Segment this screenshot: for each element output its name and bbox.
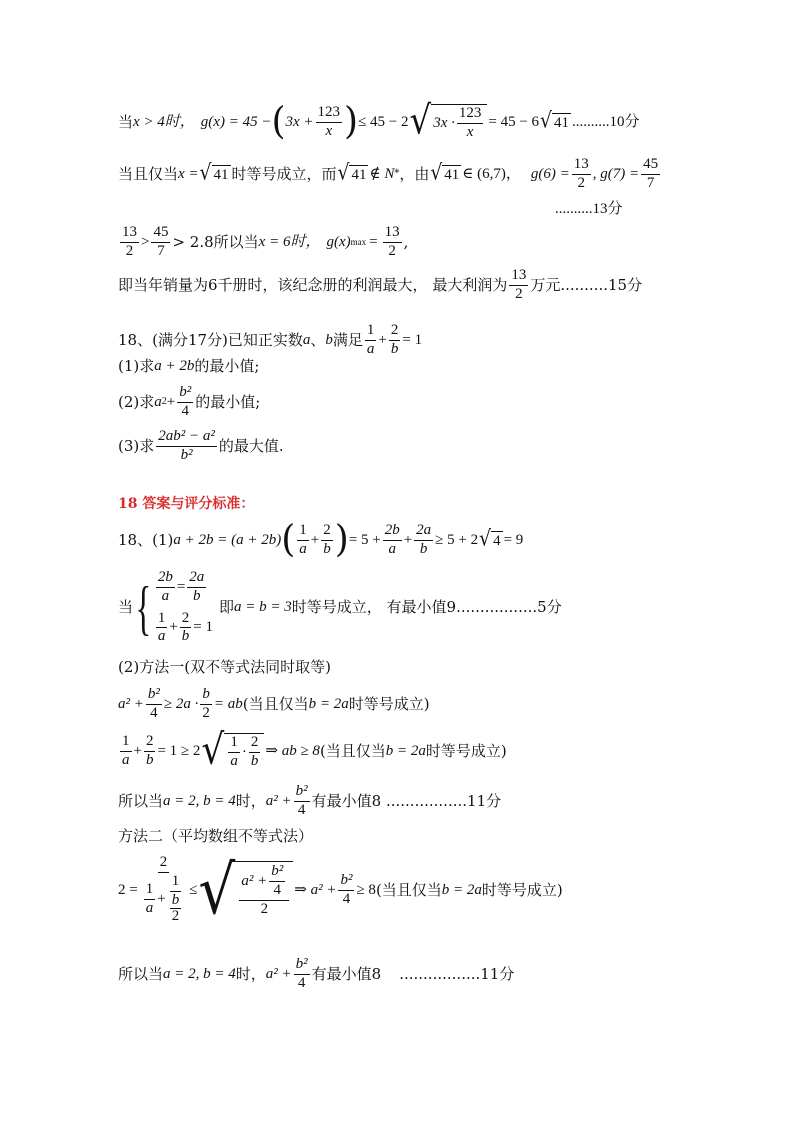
text: ≤	[189, 881, 198, 898]
text: 即	[219, 598, 235, 616]
text: b	[325, 331, 333, 348]
answer-title: 18 答案与评分标准：	[118, 496, 255, 512]
text: 所以当	[118, 964, 164, 983]
text: a	[302, 331, 311, 348]
text: > 2.8所以当	[172, 232, 259, 251]
text: a + 2b = (a + 2b)	[173, 531, 282, 548]
text: +	[133, 742, 142, 759]
fraction: 2ab² − a² b²	[158, 428, 215, 463]
method-1-step-2	[118, 726, 507, 774]
sqrt: √ 3x · 123 x	[410, 104, 488, 141]
score: 万元..........15分	[530, 275, 643, 294]
question-18	[118, 323, 422, 358]
sqrt: √ 41	[540, 109, 569, 134]
text: (3)求	[118, 436, 155, 455]
fraction: $\frac{\text{b²}}{4}$	[179, 384, 192, 419]
fraction: $\frac{b}{2}$	[202, 686, 210, 721]
fraction: $\frac{45}{7}$	[643, 156, 659, 191]
text: x = 6时，	[258, 233, 321, 250]
text: g(6) =	[530, 165, 570, 182]
equation-system: { $\frac{2b}{a}$ = $\frac{2a}{b}$ 1 a + $\frac{2}{b}$ = 1	[135, 569, 214, 645]
sqrt: √ 41	[337, 161, 367, 186]
solution-1	[118, 517, 524, 561]
fraction: 13 2	[122, 224, 137, 259]
question-18-3	[118, 429, 284, 464]
text: a = 2, b = 4	[163, 792, 236, 809]
fraction: $\frac{2b}{a}$	[384, 521, 400, 557]
sqrt: √ a² + $\frac{\text{b²}}{4}$ 2	[198, 861, 293, 919]
fraction: $\frac{2}{b}$	[323, 521, 331, 557]
text: 3x +	[285, 113, 314, 130]
text: , g(7) =	[592, 165, 640, 182]
sqrt: √ 4	[479, 526, 501, 552]
text: 的最大值.	[218, 436, 284, 455]
text: = ab	[213, 695, 243, 712]
method-2-result	[118, 957, 514, 992]
paren: )	[334, 517, 349, 561]
fraction: $\frac{123}{x}$	[317, 104, 341, 139]
text: 时，	[235, 964, 266, 983]
text: 2	[161, 396, 167, 408]
text: a = 2, b = 4	[163, 965, 236, 982]
text: = 5 +	[348, 531, 381, 548]
text: 时等号成立)	[481, 880, 563, 899]
line-conclusion	[118, 268, 642, 303]
method-1-title: (2)方法一(双不等式法同时取等)	[118, 658, 331, 676]
text: ，由	[399, 164, 430, 183]
sqrt: √ 41	[199, 161, 229, 186]
fraction: 1 a	[122, 733, 130, 768]
fraction: $\frac{13}{2}$	[573, 156, 589, 191]
text: x > 4时，	[133, 113, 195, 130]
score: ..........10分	[572, 113, 640, 130]
text: max	[350, 236, 367, 247]
paren: (	[271, 100, 286, 144]
text: 2 =	[118, 881, 138, 898]
text: b = 2a	[441, 881, 482, 898]
text: ∈ (6,7)，	[462, 165, 521, 182]
text: >	[141, 233, 150, 250]
text: (2)求	[118, 392, 155, 411]
question-18-2	[118, 385, 260, 420]
text: 时等号成立，而	[231, 164, 337, 183]
paren: )	[344, 100, 359, 144]
text: = 45 − 6	[488, 113, 540, 130]
text: a	[154, 393, 162, 410]
text: +	[310, 531, 320, 548]
fraction: $\frac{\text{b²}}{4}$	[147, 686, 160, 721]
text: 当	[118, 112, 134, 131]
text: = 1 ≥ 2	[157, 742, 201, 759]
fraction: 13 2	[511, 267, 527, 302]
text: =	[369, 233, 378, 250]
score: ..........13分	[555, 201, 623, 217]
text: 时等号成立)	[348, 694, 430, 713]
text: (当且仅当	[242, 694, 309, 713]
sqrt: √ 41	[430, 161, 460, 186]
text: a² +	[118, 695, 144, 712]
score: 有最小值8 .................11分	[311, 791, 502, 810]
text: b = 2a	[308, 695, 349, 712]
text: ⇒ ab ≥ 8	[265, 742, 320, 759]
text: 时，	[235, 791, 266, 810]
paren: (	[281, 517, 296, 561]
text: +	[166, 393, 176, 410]
text: 18、(满分17分)已知正实数	[118, 330, 303, 349]
fraction: $\frac{2}{b}$	[390, 322, 399, 357]
text: ≥ 2a ·	[163, 695, 199, 712]
text: 即当年销量为6千册时，该纪念册的利润最大， 最大利润为	[118, 275, 508, 294]
fraction: 45 7	[153, 224, 169, 259]
text: = 1	[402, 331, 423, 348]
text: *	[394, 168, 400, 180]
question-18-1	[118, 359, 259, 374]
text: 所以当	[118, 791, 164, 810]
text: b = 2a	[385, 742, 426, 759]
text: 18、(1)	[118, 530, 174, 549]
text: a² +	[265, 965, 292, 982]
fraction: 2 1 a + 1 b 2	[145, 854, 180, 925]
text: 、	[310, 330, 326, 349]
text: (1)求	[118, 357, 155, 375]
text: ,	[403, 232, 409, 251]
text: = 9	[503, 531, 524, 548]
text: +	[403, 531, 413, 548]
text: a = b = 3	[234, 599, 292, 615]
text: +	[378, 331, 387, 348]
sqrt: √ 1 a · 2 b	[201, 733, 264, 770]
fraction: $\frac{2}{b}$	[145, 733, 154, 768]
line-compare	[118, 225, 408, 260]
fraction: $\frac{2a}{b}$	[416, 521, 432, 557]
text: ≥ 8	[356, 881, 376, 898]
method-2-step	[118, 850, 563, 930]
text: ≥ 5 + 2	[435, 531, 479, 548]
fraction: 1 a	[366, 322, 375, 357]
text: 有最小值8	[311, 964, 382, 983]
text: ≤ 45 − 2	[358, 113, 409, 130]
text: (当且仅当	[375, 880, 442, 899]
line-equality-condition	[118, 157, 662, 192]
text: 的最小值;	[195, 392, 261, 411]
text: (当且仅当	[319, 741, 386, 760]
line-g-x-gt4	[118, 97, 640, 144]
text: x =	[178, 165, 199, 182]
fraction: $\frac{\text{b²}}{4}$	[295, 956, 308, 991]
method-2-title: 方法二（平均数组不等式法）	[118, 827, 314, 845]
score: 时等号成立， 有最小值9.................5分	[291, 598, 562, 616]
text: 时等号成立)	[425, 741, 507, 760]
fraction: $\frac{\text{b²}}{4}$	[295, 783, 308, 818]
text: a² +	[265, 792, 292, 809]
text: 满足	[332, 330, 363, 349]
text: g(x) = 45 −	[200, 113, 272, 130]
score: .................11分	[399, 964, 515, 983]
text: 当且仅当	[118, 164, 179, 183]
text: g(x)	[326, 233, 351, 250]
fraction: $\frac{13}{2}$	[384, 224, 400, 259]
text: ⇒ a² +	[294, 881, 337, 898]
fraction: 1 a	[299, 521, 307, 557]
text: a + 2b	[154, 358, 195, 374]
method-1-result	[118, 784, 501, 819]
fraction: $\frac{\text{b²}}{4}$	[340, 871, 353, 907]
text: ∉ N	[369, 165, 395, 182]
method-1-step-1	[118, 687, 430, 722]
solution-1-condition	[118, 570, 562, 645]
text: 当	[118, 598, 134, 616]
text: 的最小值;	[194, 357, 260, 375]
